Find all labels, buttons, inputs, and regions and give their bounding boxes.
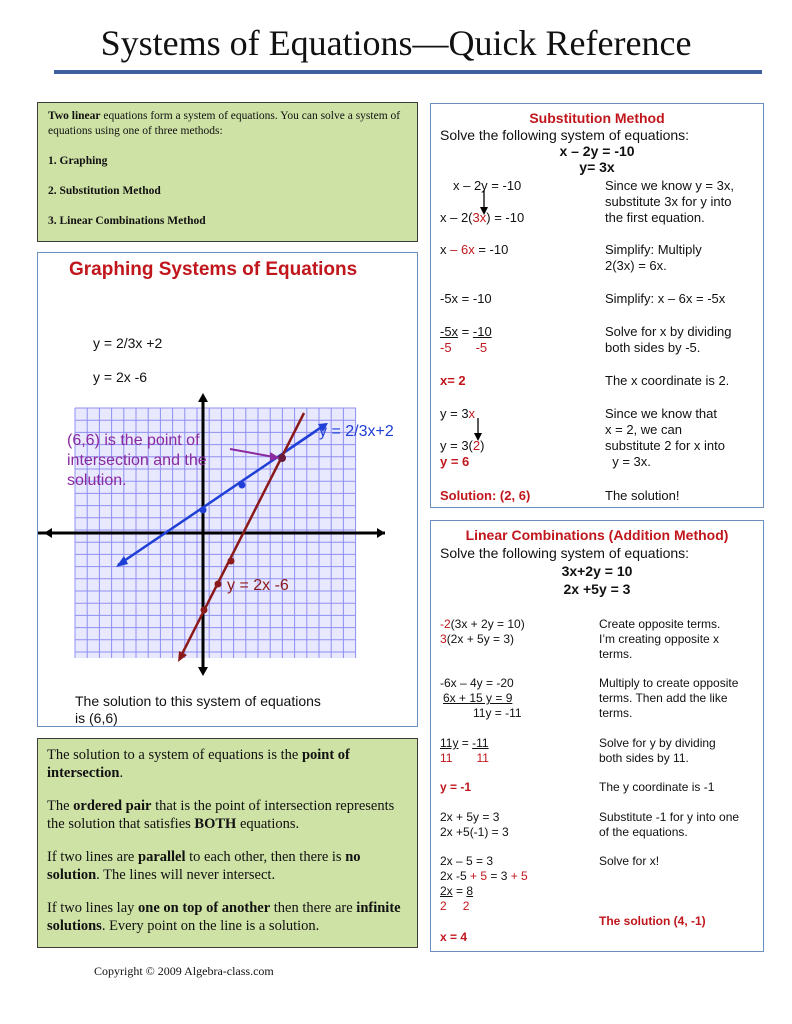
lin-step5-left: 2x + 5y = 3 2x +5(-1) = 3 xyxy=(440,810,509,839)
sub-step6-left: x= 2 xyxy=(440,373,466,388)
lin-step6-note: Solve for x! xyxy=(599,854,660,868)
title-rule xyxy=(54,70,762,74)
lin-step3-note: Solve for y by dividing both sides by 11. xyxy=(599,736,716,765)
sub-step1-note: Since we know y = 3x, substitute 3x for y into the first equation. xyxy=(605,178,734,225)
facts-box xyxy=(37,738,418,948)
page-title: Systems of Equations—Quick Reference xyxy=(100,23,692,63)
blue-point-intercept xyxy=(200,507,207,514)
lin-step4-left: y = -1 xyxy=(440,780,472,794)
graph-solution-line-1: The solution to this system of equations xyxy=(75,693,321,709)
sub-step6-note: The x coordinate is 2. xyxy=(605,373,730,388)
annotation-line-3: solution. xyxy=(67,472,127,489)
lin-solution-note: The solution (4, -1) xyxy=(599,914,706,928)
lin-step7-left: x = 4 xyxy=(440,930,468,944)
y-axis-arrow-down xyxy=(198,667,208,676)
intro-lead: Two linear xyxy=(48,110,101,122)
intro-rest: equations form a system of equations. You can solve a system of equations using one of three methods: xyxy=(48,110,401,137)
y-axis-arrow-up xyxy=(198,393,208,402)
graph-figure xyxy=(38,253,419,728)
lin-step6-left: 2x – 5 = 3 2x -5 + 5 = 3 + 5 2x = 8 2 2 xyxy=(440,854,528,913)
lin-step1-left: -2(3x + 2y = 10) 3(2x + 5y = 3) xyxy=(440,617,525,646)
x-axis-arrow-left xyxy=(44,528,52,538)
substitution-intro: Solve the following system of equations: xyxy=(440,127,690,143)
fact-1: The solution to a system of equations is the point of intersection. xyxy=(47,747,350,781)
blue-point xyxy=(239,482,246,489)
sub-step2-left: x – 2(3x) = -10 xyxy=(440,210,525,225)
sub-step4-note: Simplify: x – 6x = -5x xyxy=(605,291,726,306)
substitution-system-2: y= 3x xyxy=(579,159,615,175)
sub-step7-note: Since we know that x = 2, we can substitute 2 for x into y = 3x. xyxy=(605,406,725,469)
graphing-heading: Graphing Systems of Equations xyxy=(69,259,358,280)
substitution-system-1: x – 2y = -10 xyxy=(559,143,635,159)
sub-step3-note: Simplify: Multiply 2(3x) = 6x. xyxy=(605,242,702,273)
lin-step2-left: -6x – 4y = -20 6x + 15 y = 9 11y = -11 xyxy=(440,676,522,720)
lin-step4-note: The y coordinate is -1 xyxy=(599,780,715,794)
graphing-panel xyxy=(37,252,418,727)
graph-solution-line-2: is (6,6) xyxy=(75,710,118,726)
graph-solution xyxy=(75,693,405,727)
red-point-intercept xyxy=(201,607,208,614)
x-axis-arrow-right xyxy=(377,528,385,538)
red-line-label: y = 2x -6 xyxy=(227,577,289,594)
intro-box xyxy=(37,102,418,242)
fact-4: If two lines lay one on top of another then there are infinite solutions. Every point on the line is a solution. xyxy=(47,900,401,934)
sub-step1-left: x – 2y = -10 xyxy=(453,178,522,193)
method-linear-combinations: 3. Linear Combinations Method xyxy=(48,215,206,227)
sub-step9-left: y = 6 xyxy=(440,454,470,469)
graph-equation-2: y = 2x -6 xyxy=(93,369,148,385)
method-substitution: 2. Substitution Method xyxy=(48,185,161,197)
sub-step8-left: y = 3(2) xyxy=(440,438,485,453)
red-point-1 xyxy=(228,558,235,565)
sub-step5-bottom: -5 -5 xyxy=(440,340,488,355)
sub-solution-note: The solution! xyxy=(605,488,680,503)
fact-2: The ordered pair that is the point of intersection represents the solution that satisfies BOTH equations. xyxy=(47,798,395,832)
substitution-panel xyxy=(430,103,764,508)
intro-text xyxy=(48,109,407,139)
linear-heading: Linear Combinations (Addition Method) xyxy=(465,527,729,543)
lin-step3-left: 11y = -11 11 11 xyxy=(440,736,489,765)
sub-step5-top: -5x = -10 xyxy=(440,324,492,339)
annotation-line-2: intersection and the xyxy=(67,452,207,469)
linear-intro: Solve the following system of equations: xyxy=(440,545,690,561)
substitution-heading: Substitution Method xyxy=(529,110,665,126)
red-point-2 xyxy=(215,581,222,588)
linear-system-2: 2x +5y = 3 xyxy=(563,581,631,597)
sub-step5-note: Solve for x by dividing both sides by -5. xyxy=(605,324,732,355)
sub-solution: Solution: (2, 6) xyxy=(440,488,531,503)
lin-step2-note: Multiply to create opposite terms. Then add the like terms. xyxy=(599,676,739,720)
method-graphing: 1. Graphing xyxy=(48,155,108,167)
fact-3: If two lines are parallel to each other, then there is no solution. The lines will never intersect. xyxy=(47,849,361,883)
lin-step5-note: Substitute -1 for y into one of the equations. xyxy=(599,810,740,839)
sub-step3-left: x – 6x = -10 xyxy=(440,242,509,257)
blue-line-label: y = 2/3x+2 xyxy=(319,423,394,440)
linear-system-1: 3x+2y = 10 xyxy=(561,563,633,579)
linear-combinations-panel xyxy=(430,520,764,952)
sub-step7-left: y = 3x xyxy=(440,406,476,421)
lin-step1-note: Create opposite terms. I’m creating opposite x terms. xyxy=(599,617,721,661)
annotation-line-1: (6,6) is the point of xyxy=(67,432,200,449)
graph-equation-1: y = 2/3x +2 xyxy=(93,335,163,351)
sub-step4-left: -5x = -10 xyxy=(440,291,492,306)
copyright: Copyright © 2009 Algebra-class.com xyxy=(94,964,274,978)
